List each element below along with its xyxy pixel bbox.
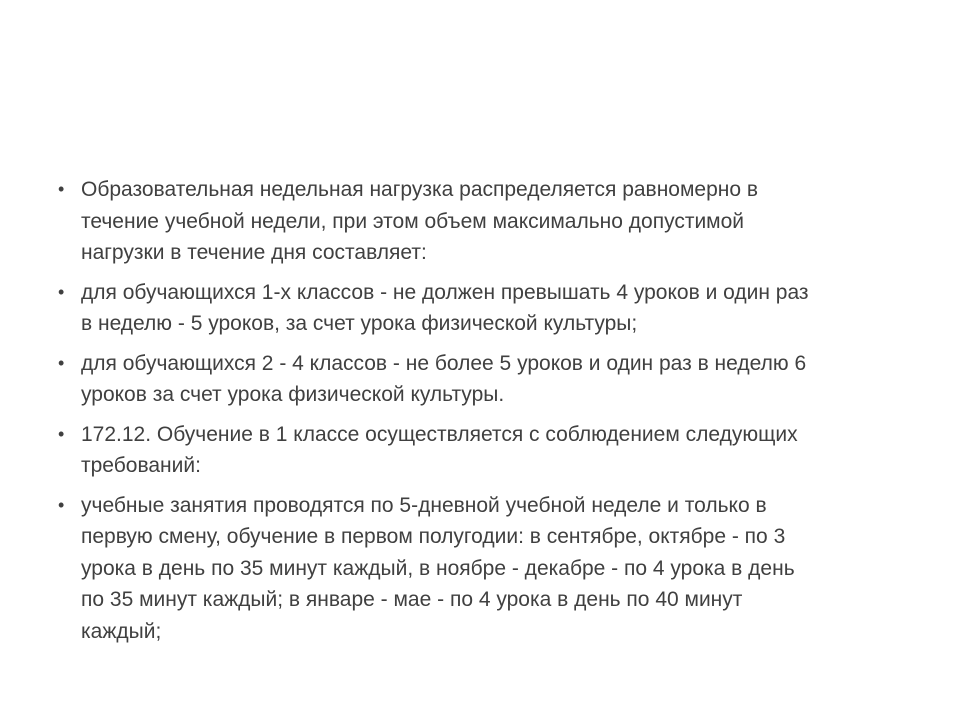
text-line: нагрузки в течение дня составляет:: [81, 241, 427, 264]
bullet-text: [81, 348, 918, 411]
text-line: уроков за счет урока физической культуры.: [81, 383, 505, 406]
text-line: урока в день по 35 минут каждый, в ноябре - декабре - по 4 урока в день: [81, 556, 795, 580]
bullet-text: [81, 277, 918, 340]
text-line: для обучающихся 1-х классов - не должен превышать 4 уроков и один раз: [81, 280, 809, 304]
text-line: для обучающихся 2 - 4 классов - не более 5 уроков и один раз в неделю 6: [81, 351, 807, 375]
bullet-text: [81, 419, 918, 482]
text-line: в неделю - 5 уроков, за счет урока физической культуры;: [81, 312, 638, 335]
text-line: течение учебной недели, при этом объем максимально допустимой: [81, 209, 745, 233]
bullet-text: [81, 174, 918, 269]
text-line: 172.12. Обучение в 1 классе осуществляется с соблюдением следующих: [81, 422, 798, 446]
bullet-item-4: [58, 419, 918, 482]
text-line: по 35 минут каждый; в январе - мае - по 4 урока в день по 40 минут: [81, 588, 743, 611]
bullet-item-3: [58, 348, 918, 411]
bullet-marker: •: [58, 179, 65, 199]
bullet-list: [58, 174, 918, 655]
bullet-item-2: [58, 277, 918, 340]
text-line: учебные занятия проводятся по 5-дневной учебной неделе и только в: [81, 493, 767, 517]
bullet-item-1: [58, 174, 918, 269]
bullet-item-5: [58, 490, 918, 648]
text-line: требований:: [81, 454, 201, 477]
bullet-text: [81, 490, 918, 648]
bullet-marker: •: [58, 423, 65, 444]
text-line: первую смену, обучение в первом полугодии: в сентябре, октябре - по 3: [81, 525, 786, 548]
bullet-marker: •: [58, 494, 65, 515]
bullet-marker: •: [58, 352, 65, 373]
bullet-marker: •: [58, 281, 65, 302]
text-line: каждый;: [81, 619, 162, 643]
text-line: Образовательная недельная нагрузка распределяется равномерно в: [81, 178, 759, 201]
